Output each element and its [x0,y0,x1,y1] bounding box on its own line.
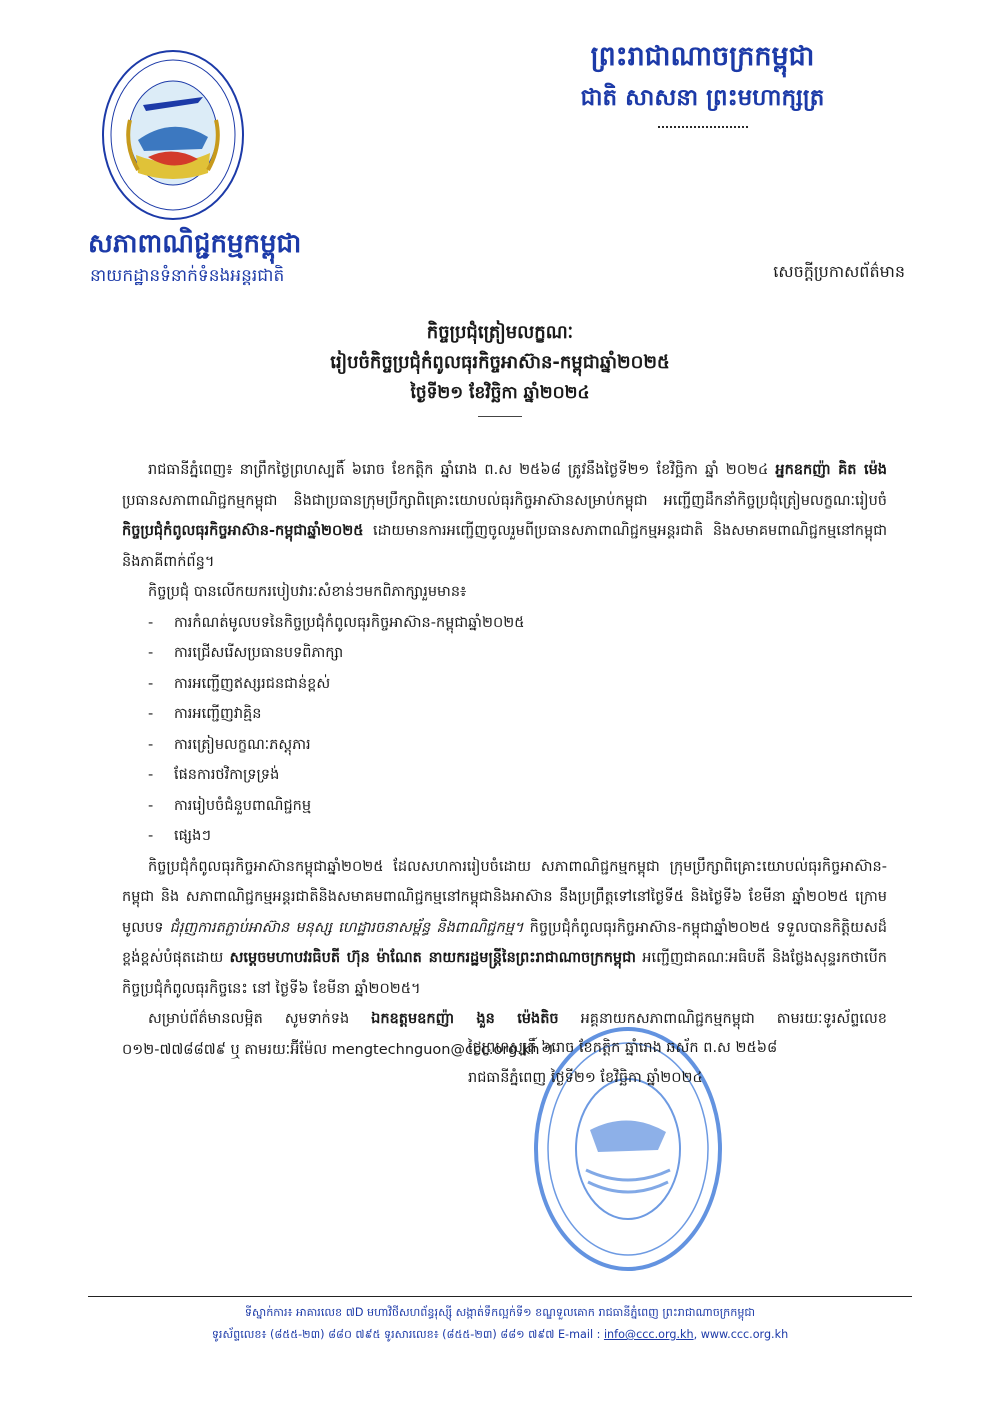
footer-address: ទីស្នាក់ការ៖ អាគារលេខ ៧D មហាវិថីសហព័ន្ធរុស្ស៊ី សង្កាត់ទឹកល្អក់ទី១ ខណ្ឌទួលគោក រាជធានីភ្នំពេញ ព្រះរាជាណាចក្រកម្ពុជា [244,1306,756,1319]
title-divider [478,416,522,417]
website-text: , www.ccc.org.kh [693,1328,789,1341]
president-name: អ្នកឧកញ៉ា គិត ម៉េង [775,462,887,478]
title-line-1: កិច្ចប្រជុំត្រៀមលក្ខណៈ [426,322,574,343]
list-item: - ការអញ្ជើញវាគ្មិន [148,706,262,722]
footer-divider [88,1296,912,1297]
title-line-2: រៀបចំកិច្ចប្រជុំកំពូលធុរកិច្ចអាស៊ាន-កម្ពុជាឆ្នាំ២០២៥ [330,352,670,373]
document-type: សេចក្តីប្រកាសព័ត៌មាន [773,262,905,281]
contact-name: ឯកឧត្តមឧកញ៉ា ងួន ម៉េងតិច [371,1011,559,1027]
list-item: - ការជ្រើសរើសប្រធានបទពិភាក្សា [148,645,344,661]
summit-name: កិច្ចប្រជុំកំពូលធុរកិច្ចអាស៊ាន-កម្ពុជាឆ្នាំ២០២៥ [122,523,364,539]
title-date: ថ្ងៃទី២១ ខែវិច្ឆិកា ឆ្នាំ២០២៤ [410,383,590,403]
press-release-body [122,455,887,1065]
footer [88,1302,912,1346]
intro-text: រាជធានីភ្នំពេញ៖ នាព្រឹកថ្ងៃព្រហស្បតិ៍ ៦រោច ខែកត្តិក ឆ្នាំរោង ព.ស ២៥៦៨ ត្រូវនឹងថ្ងៃទី២១ ខែវិច្ឆិកា ឆ្នាំ ២០២៤ [148,462,776,478]
signature-block [468,1033,888,1093]
prime-minister-name: សម្តេចមហាបវរធិបតី ហ៊ុន ម៉ាណែត នាយករដ្ឋមន្ត្រីនៃព្រះរាជាណាចក្រកម្ពុជា [229,950,636,966]
contact-details: អគ្គនាយកសភាពាណិជ្ជកម្មកម្ពុជា តាមរយៈទូរស័ព្ទលេខ ០១២-៧៧៨៨៧៩ ឬ តាមរយៈអ៊ីម៉ែល mengtechnguon@ccc.org.kh ។ [122,1011,887,1058]
national-header [500,38,905,128]
list-item: - ការត្រៀមលក្ខណៈភស្តុភារ [148,736,311,753]
summit-text-2: កិច្ចប្រជុំកំពូលធុរកិច្ចអាស៊ាន-កម្ពុជាឆ្នាំ២០២៥ ទទួលបានកិត្តិយសដ៏ខ្ពង់ខ្ពស់បំផុតដោយ [122,919,887,966]
lunar-date: ថ្ងៃព្រហស្បតិ៍ ៦រោច ខែកត្តិក ឆ្នាំរោង ឆស័ក ព.ស ២៥៦៨ [468,1040,778,1056]
contact-text: សម្រាប់ព័ត៌មានលម្អិត សូមទាក់ទង [148,1011,372,1027]
list-item: - ផែនការថវិកាទ្រទ្រង់ [148,767,280,783]
summit-text: កិច្ចប្រជុំកំពូលធុរកិច្ចអាស៊ានកម្ពុជាឆ្នាំ២០២៥ ដែលសហការរៀបចំដោយ សភាពាណិជ្ជកម្មកម្ពុជា ក្រុមប្រឹក្សាពិគ្រោះយោបល់ធុរកិច្ចអាស៊ាន-កម្ពុជា និង សភាពាណិជ្ជកម្មអន្តរជាតិនិងសមាគមពាណិជ្ជកម្មនៅកម្ពុជានិងអាស៊ាន នឹងប្រព្រឹត្តទៅនៅថ្ងៃទី៥ និងថ្ងៃទី៦ ខែមីនា ឆ្នាំ២០២៥ ក្រោមមូលបទ [122,858,887,936]
title-block [120,318,880,417]
paragraph-summit [122,852,887,1005]
organization-block [88,226,448,290]
agenda-list [122,608,887,852]
summit-theme: ជំរុញការតភ្ជាប់អាស៊ាន មនុស្ស ហេដ្ឋារចនាសម្ព័ន្ធ និងពាណិជ្ជកម្ម។ [169,919,524,936]
summit-text-3: អញ្ជើញជាគណៈអធិបតី និងថ្លែងសុន្ទរកថាបើក កិច្ចប្រជុំកំពូលធុរកិច្ចនេះ នៅ ថ្ងៃទី៦ ខែមីនា ឆ្នាំ២០២៥។ [122,950,887,997]
list-item: - ការអញ្ជើញឥស្សរជនជាន់ខ្ពស់ [148,675,331,692]
intro-text-2: ប្រធានសភាពាណិជ្ជកម្មកម្ពុជា និងជាប្រធានក្រុមប្រឹក្សាពិគ្រោះយោបល់ធុរកិច្ចអាស៊ានសម្រាប់កម្ពុជា អញ្ជើញដឹកនាំកិច្ចប្រជុំត្រៀមលក្ខណៈរៀបចំ [122,492,887,509]
email-link[interactable]: info@ccc.org.kh [603,1328,694,1341]
department-name: នាយកដ្ឋានទំនាក់ទំនងអន្តរជាតិ [90,266,285,286]
list-item: - ការកំណត់មូលបទនៃកិច្ចប្រជុំកំពូលធុរកិច្ចអាស៊ាន-កម្ពុជាឆ្នាំ២០២៥ [148,614,525,631]
list-item: - ការរៀបចំជំនួបពាណិជ្ជកម្ម [148,797,312,814]
list-item: - ផ្សេងៗ [148,828,211,844]
motto-divider [658,126,748,128]
place-date: រាជធានីភ្នំពេញ ថ្ងៃទី២១ ខែវិច្ឆិកា ឆ្នាំ២០២៤ [468,1070,703,1086]
paragraph-agenda: កិច្ចប្រជុំ បានលើកយករបៀបវារៈសំខាន់ៗមកពិភាក្សារួមមាន៖ [148,584,467,600]
organization-logo [98,45,248,225]
footer-contact: ទូរស័ព្ទលេខ៖ (៨៥៥-២៣) ៨៨០ ៧៩៥ ទូរសារលេខ៖ (៨៥៥-២៣) ៨៨១ ៧៩៧ E-mail : info@ccc.org.kh, www.ccc.org.kh [211,1328,789,1341]
paragraph-intro [122,455,887,577]
organization-name: សភាពាណិជ្ជកម្មកម្ពុជា [88,229,302,259]
national-motto: ជាតិ សាសនា ព្រះមហាក្សត្រ [580,85,825,111]
intro-text-3: ដោយមានការអញ្ជើញចូលរួមពីប្រធានសភាពាណិជ្ជកម្មអន្តរជាតិ និងសមាគមពាណិជ្ជកម្មនៅកម្ពុជា និងភាគីពាក់ព័ន្ធ។ [122,523,887,570]
kingdom-title: ព្រះរាជាណាចក្រកម្ពុជា [590,41,815,72]
